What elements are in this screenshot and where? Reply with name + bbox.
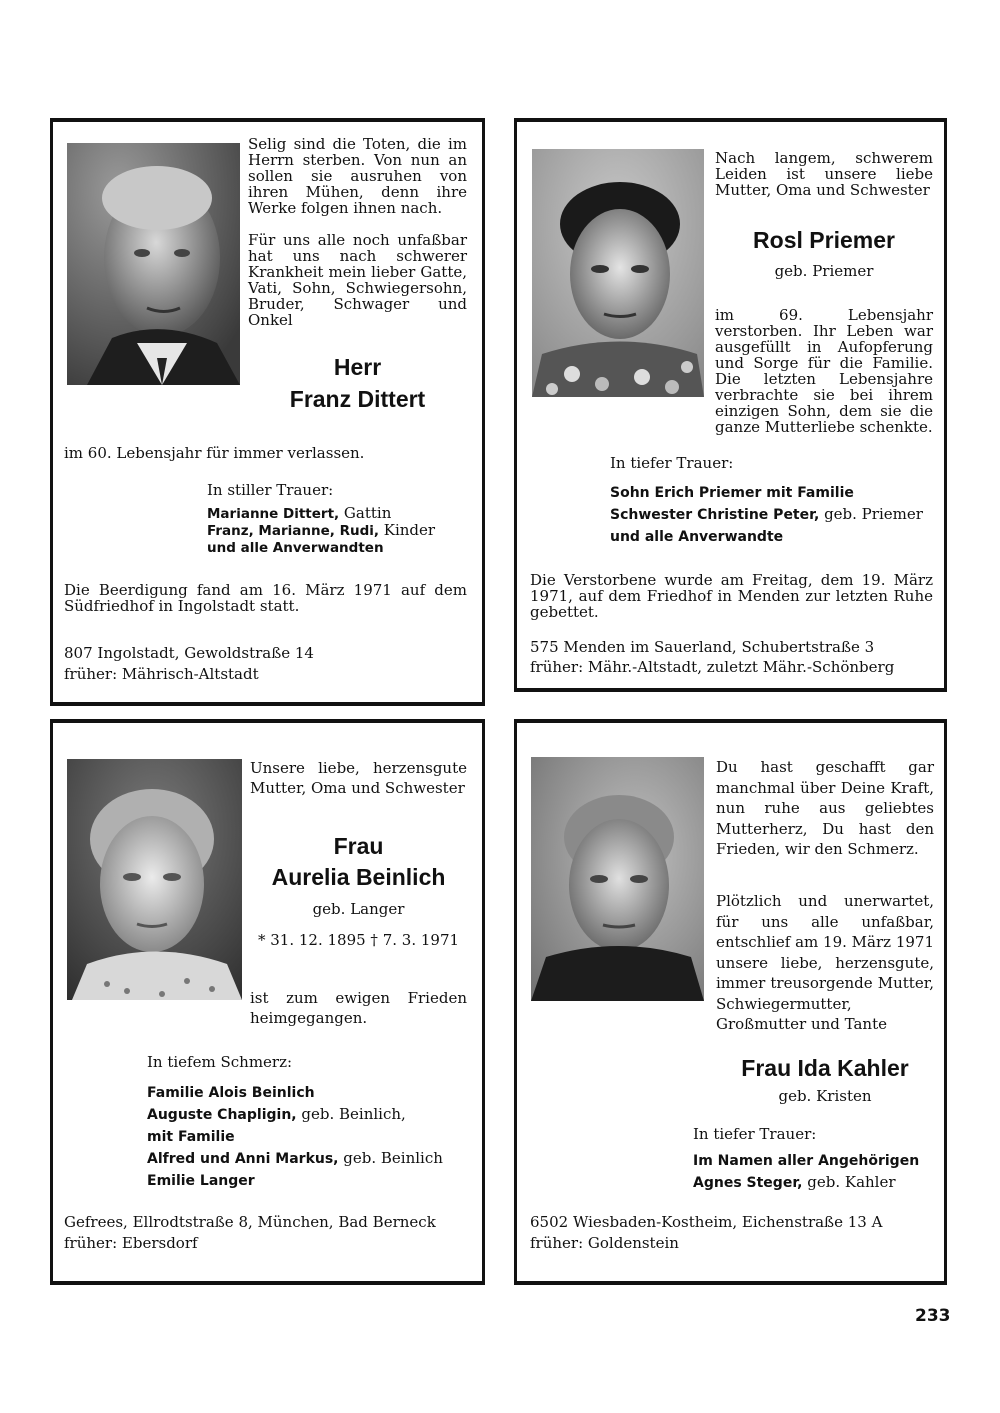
notice-intro: Du hast geschafft gar manchmal über Deine Kraft, nun ruhe aus geliebtes Mutterherz, Du hast den Frieden, wir den Schmerz. [716, 758, 934, 858]
mourner-line: Auguste Chapligin, geb. Beinlich, [147, 1105, 406, 1123]
mourner-line: Alfred und Anni Markus, geb. Beinlich [147, 1149, 443, 1167]
mourner-line: Marianne Dittert, Gattin [207, 504, 392, 522]
mourning-heading: In tiefer Trauer: [610, 454, 734, 472]
former-residence: früher: Mähr.-Altstadt, zuletzt Mähr.-Schönberg [530, 658, 895, 676]
portrait-photo-rosl-priemer [532, 149, 704, 397]
notice-text: ist zum ewigen Frieden heimgegangen. [250, 989, 467, 1027]
woman-portrait-image [532, 149, 704, 397]
life-dates: * 31. 12. 1895 † 7. 3. 1971 [257, 931, 460, 949]
deceased-name: Rosl Priemer [753, 227, 895, 253]
page-number: 233 [915, 1306, 951, 1326]
deceased-title: Herr [333, 354, 382, 380]
mourner-line: Schwester Christine Peter, geb. Priemer [610, 505, 923, 523]
notice-text: Für uns alle noch unfaßbar hat uns nach schwerer Krankheit mein lieber Gatte, Vati, Sohn, Schwiegersohn, Bruder, Schwager und Onkel [248, 231, 467, 329]
birth-name: geb. Kristen [778, 1087, 872, 1105]
mourner-line: Familie Alois Beinlich [147, 1085, 315, 1101]
mourner-line: Im Namen aller Angehörigen [693, 1153, 920, 1169]
man-portrait-image [67, 143, 240, 385]
mourner-line: Franz, Marianne, Rudi, Kinder [207, 521, 436, 539]
notice-intro: Nach langem, schwerem Leiden ist unsere liebe Mutter, Oma und Schwester [715, 149, 933, 199]
elderly-woman-portrait-image [67, 759, 242, 1000]
portrait-photo-franz-dittert [67, 143, 240, 385]
notice-after-text: im 60. Lebensjahr für immer verlassen. [64, 444, 365, 462]
former-residence: früher: Goldenstein [530, 1234, 679, 1252]
address: 575 Menden im Sauerland, Schubertstraße 3 [530, 638, 875, 656]
birth-name: geb. Langer [312, 900, 405, 918]
mourning-heading: In tiefem Schmerz: [147, 1053, 293, 1071]
notice-intro: Selig sind die Toten, die im Herrn sterben. Von nun an sollen sie ausruhen von ihren Mühen, denn ihre Werke folgen ihnen nach. [248, 135, 467, 217]
mourner-line: und alle Anverwandte [610, 529, 784, 545]
mourners-list [610, 482, 935, 548]
mourning-heading: In stiller Trauer: [207, 481, 334, 499]
portrait-photo-aurelia-beinlich [67, 759, 242, 1000]
former-residence: früher: Mährisch-Altstadt [64, 665, 259, 683]
deceased-name: Frau Ida Kahler [741, 1055, 909, 1081]
notice-intro: Unsere liebe, herzensgute Mutter, Oma und Schwester [250, 759, 467, 797]
mourners-list [693, 1150, 938, 1194]
deceased-name: Franz Dittert [289, 386, 426, 412]
mourner-line: Emilie Langer [147, 1173, 255, 1189]
notice-text: Plötzlich und unerwartet, für uns alle unfaßbar, entschlief am 19. März 1971 unsere liebe, herzensgute, immer treusorgende Mutter, Schwiegermutter, Großmutter und Tante [716, 892, 934, 1033]
mourners-list [147, 1082, 467, 1192]
mourners-list [207, 505, 467, 556]
address: 807 Ingolstadt, Gewoldstraße 14 [64, 644, 314, 662]
deceased-name: Aurelia Beinlich [271, 864, 446, 890]
elderly-woman-portrait-image [531, 757, 704, 1001]
funeral-info: Die Verstorbene wurde am Freitag, dem 19. März 1971, auf dem Friedhof in Menden zur letzten Ruhe gebettet. [530, 571, 933, 621]
former-residence: früher: Ebersdorf [64, 1234, 198, 1252]
mourner-line: Sohn Erich Priemer mit Familie [610, 485, 854, 501]
mourner-line: Agnes Steger, geb. Kahler [693, 1173, 896, 1191]
mourning-heading: In tiefer Trauer: [693, 1125, 817, 1143]
address: 6502 Wiesbaden-Kostheim, Eichenstraße 13 A [530, 1213, 883, 1231]
mourner-line: und alle Anverwandten [207, 540, 384, 556]
funeral-info: Die Beerdigung fand am 16. März 1971 auf dem Südfriedhof in Ingolstadt statt. [64, 581, 467, 615]
birth-name: geb. Priemer [774, 262, 874, 280]
deceased-title: Frau [333, 833, 384, 859]
portrait-photo-ida-kahler [531, 757, 704, 1001]
mourner-line: mit Familie [147, 1129, 235, 1145]
address: Gefrees, Ellrodtstraße 8, München, Bad Berneck [64, 1213, 436, 1231]
notice-text: im 69. Lebensjahr verstorben. Ihr Leben war ausgefüllt in Aufopferung und Sorge für die Familie. Die letzten Lebensjahre verbrachte sie bei ihrem einzigen Sohn, dem sie die ganze Mutterliebe schenkte. [715, 306, 933, 436]
